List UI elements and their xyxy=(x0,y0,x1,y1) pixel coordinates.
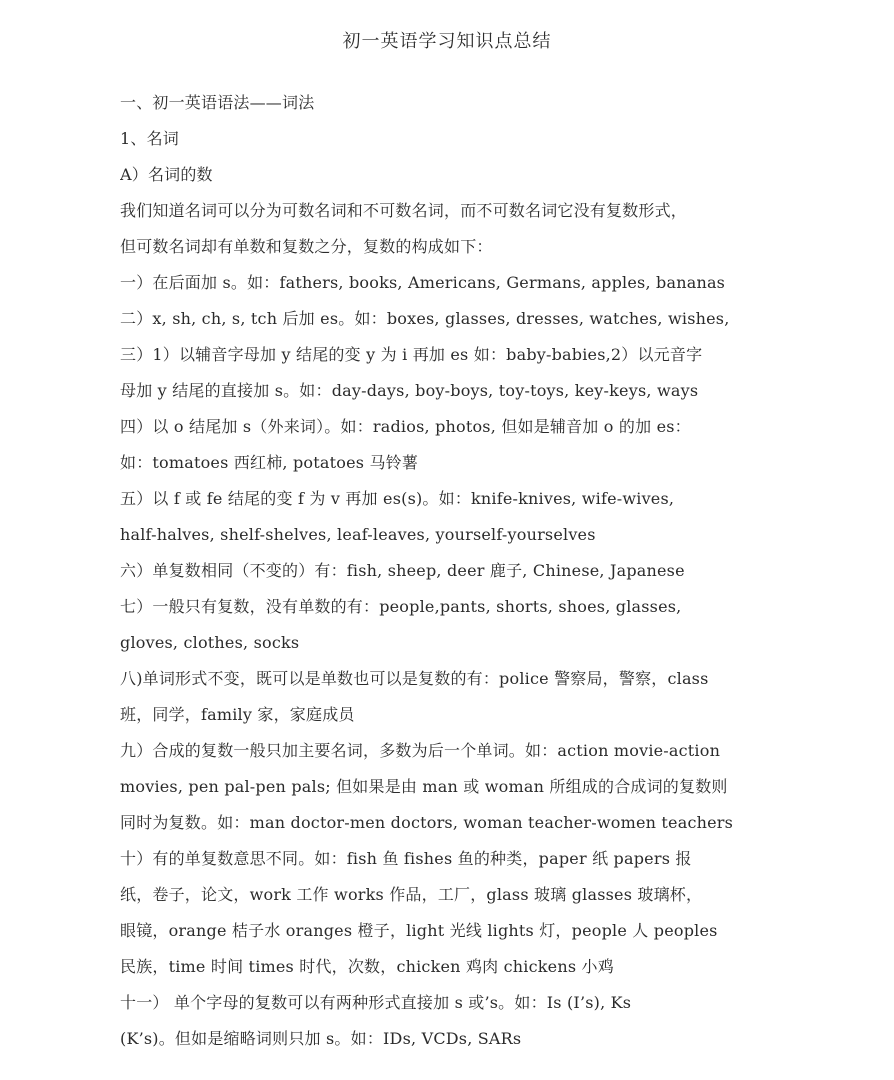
text-line: 四）以 o 结尾加 s（外来词）。如：radios, photos, 但如是辅音加 o 的加 es： xyxy=(120,417,691,436)
text-line: 我们知道名词可以分为可数名词和不可数名词，而不可数名词它没有复数形式， xyxy=(120,201,688,220)
text-line: 一、初一英语语法——词法 xyxy=(120,93,315,112)
text-line: 母加 y 结尾的直接加 s。如：day-days, boy-boys, toy-toys, key-keys, ways xyxy=(120,381,699,400)
text-line: 五）以 f 或 fe 结尾的变 f 为 v 再加 es(s)。如：knife-knives, wife-wives, xyxy=(120,489,675,508)
text-line: 民族，time 时间 times 时代，次数，chicken 鸡肉 chickens 小鸡 xyxy=(120,957,614,976)
text-line: 但可数名词却有单数和复数之分，复数的构成如下： xyxy=(120,237,493,256)
text-line: half-halves, shelf-shelves, leaf-leaves, yourself-yourselves xyxy=(120,525,596,544)
text-line: (K’s)。但如是缩略词则只加 s。如：IDs, VCDs, SARs xyxy=(120,1029,522,1048)
text-line: 眼镜，orange 桔子水 oranges 橙子，light 光线 lights 灯，people 人 peoples xyxy=(120,921,718,940)
text-line: 如：tomatoes 西红柿, potatoes 马铃薯 xyxy=(120,453,419,472)
text-line: 二）x, sh, ch, s, tch 后加 es。如：boxes, glasses, dresses, watches, wishes, xyxy=(120,309,730,328)
text-line: 同时为复数。如：man doctor-men doctors, woman teacher-women teachers xyxy=(120,813,734,832)
text-line: 班，同学，family 家，家庭成员 xyxy=(120,705,355,724)
text-line: 十一） 单个字母的复数可以有两种形式直接加 s 或’s。如：Is (I’s), Ks xyxy=(120,993,632,1012)
text-line: gloves, clothes, socks xyxy=(120,633,300,652)
document-body xyxy=(120,85,770,1057)
text-line: 三）1）以辅音字母加 y 结尾的变 y 为 i 再加 es 如：baby-babies,2）以元音字 xyxy=(120,345,703,364)
text-line: 1、名词 xyxy=(120,129,179,148)
text-line: 一）在后面加 s。如：fathers, books, Americans, Germans, apples, bananas xyxy=(120,273,726,292)
text-line: 九）合成的复数一般只加主要名词，多数为后一个单词。如：action movie-action xyxy=(120,741,721,760)
text-line: 八)单词形式不变，既可以是单数也可以是复数的有：police 警察局，警察，class xyxy=(120,669,709,688)
text-line: 六）单复数相同（不变的）有：fish, sheep, deer 鹿子, Chinese, Japanese xyxy=(120,561,685,580)
text-line: 纸，卷子，论文，work 工作 works 作品，工厂，glass 玻璃 glasses 玻璃杯， xyxy=(120,885,703,904)
text-line: A）名词的数 xyxy=(120,165,213,184)
text-line: movies, pen pal-pen pals; 但如果是由 man 或 woman 所组成的合成词的复数则 xyxy=(120,777,728,796)
document-title: 初一英语学习知识点总结 xyxy=(342,31,552,52)
text-line: 十）有的单复数意思不同。如：fish 鱼 fishes 鱼的种类，paper 纸 papers 报 xyxy=(120,849,692,868)
text-line: 七）一般只有复数，没有单数的有：people,pants, shorts, shoes, glasses, xyxy=(120,597,682,616)
